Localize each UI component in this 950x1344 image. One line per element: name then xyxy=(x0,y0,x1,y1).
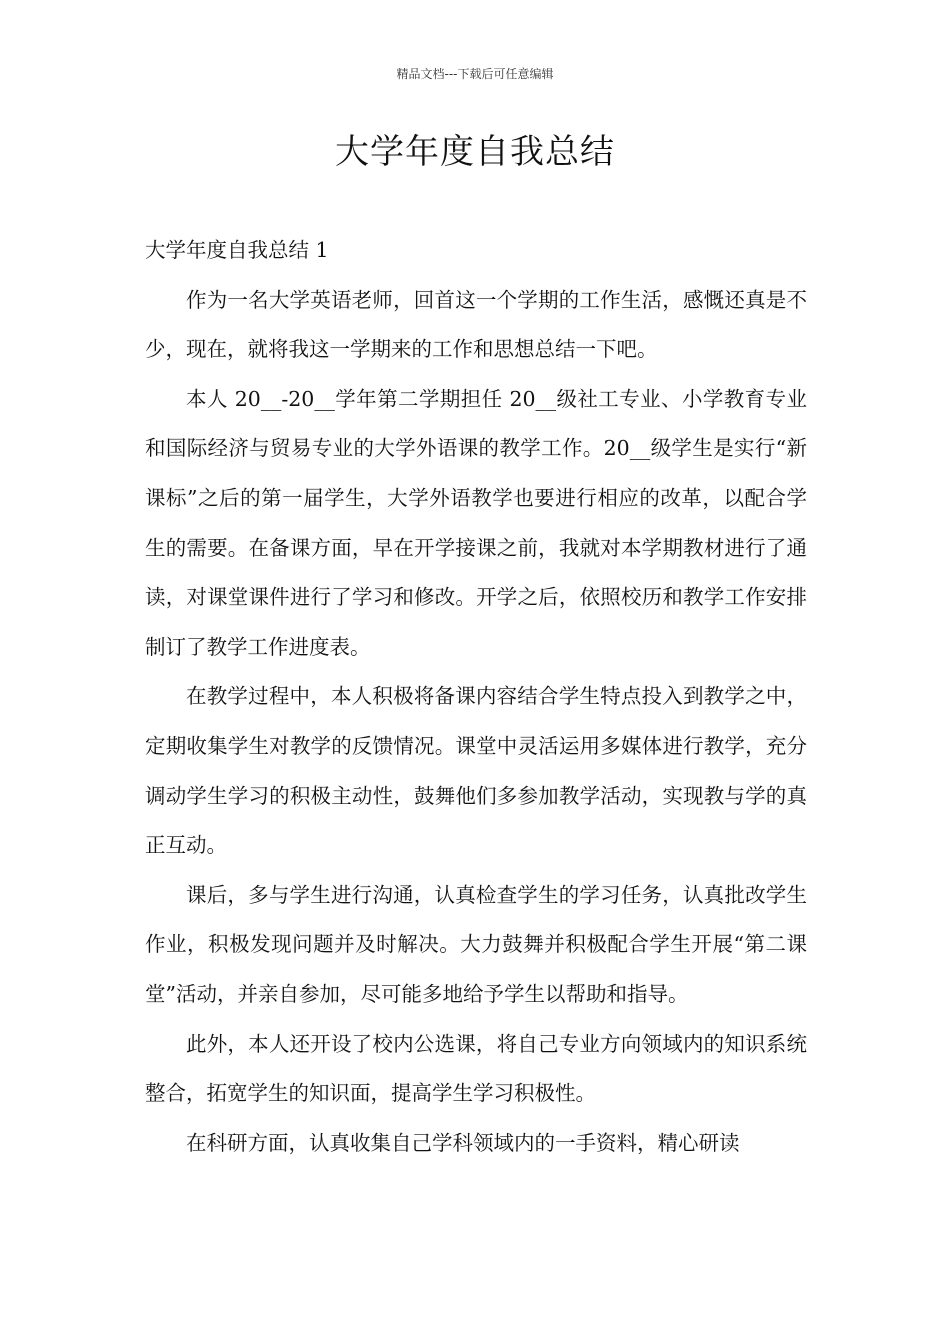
paragraph: 作为一名大学英语老师，回首这一个学期的工作生活，感慨还真是不少，现在，就将我这一学期来的工作和思想总结一下吧。 xyxy=(145,287,807,362)
paragraph: 在教学过程中，本人积极将备课内容结合学生特点投入到教学之中，定期收集学生对教学的反馈情况。课堂中灵活运用多媒体进行教学，充分调动学生学习的积极主动性，鼓舞他们多参加教学活动，实现教与学的真正互动。 xyxy=(145,684,807,858)
paragraph: 本人 20__-20__学年第二学期担任 20__级社工专业、小学教育专业和国际经济与贸易专业的大学外语课的教学工作。20__级学生是实行“新课标”之后的第一届学生，大学外语教学也要进行相应的改革，以配合学生的需要。在备课方面，早在开学接课之前，我就对本学期教材进行了通读，对课堂课件进行了学习和修改。开学之后，依照校历和教学工作安排制订了教学工作进度表。 xyxy=(145,386,807,659)
document-body xyxy=(145,226,807,1168)
document-title: 大学年度自我总结 xyxy=(335,132,615,172)
section-heading: 大学年度自我总结 1 xyxy=(145,238,329,262)
header-note: 精品文档---下载后可任意编辑 xyxy=(396,67,554,81)
paragraph: 此外，本人还开设了校内公选课，将自己专业方向领域内的知识系统整合，拓宽学生的知识面，提高学生学习积极性。 xyxy=(145,1031,807,1106)
paragraph: 在科研方面，认真收集自己学科领域内的一手资料，精心研读 xyxy=(186,1130,740,1155)
paragraph: 课后，多与学生进行沟通，认真检查学生的学习任务，认真批改学生作业，积极发现问题并及时解决。大力鼓舞并积极配合学生开展“第二课堂”活动，并亲自参加，尽可能多地给予学生以帮助和指导。 xyxy=(145,882,807,1006)
